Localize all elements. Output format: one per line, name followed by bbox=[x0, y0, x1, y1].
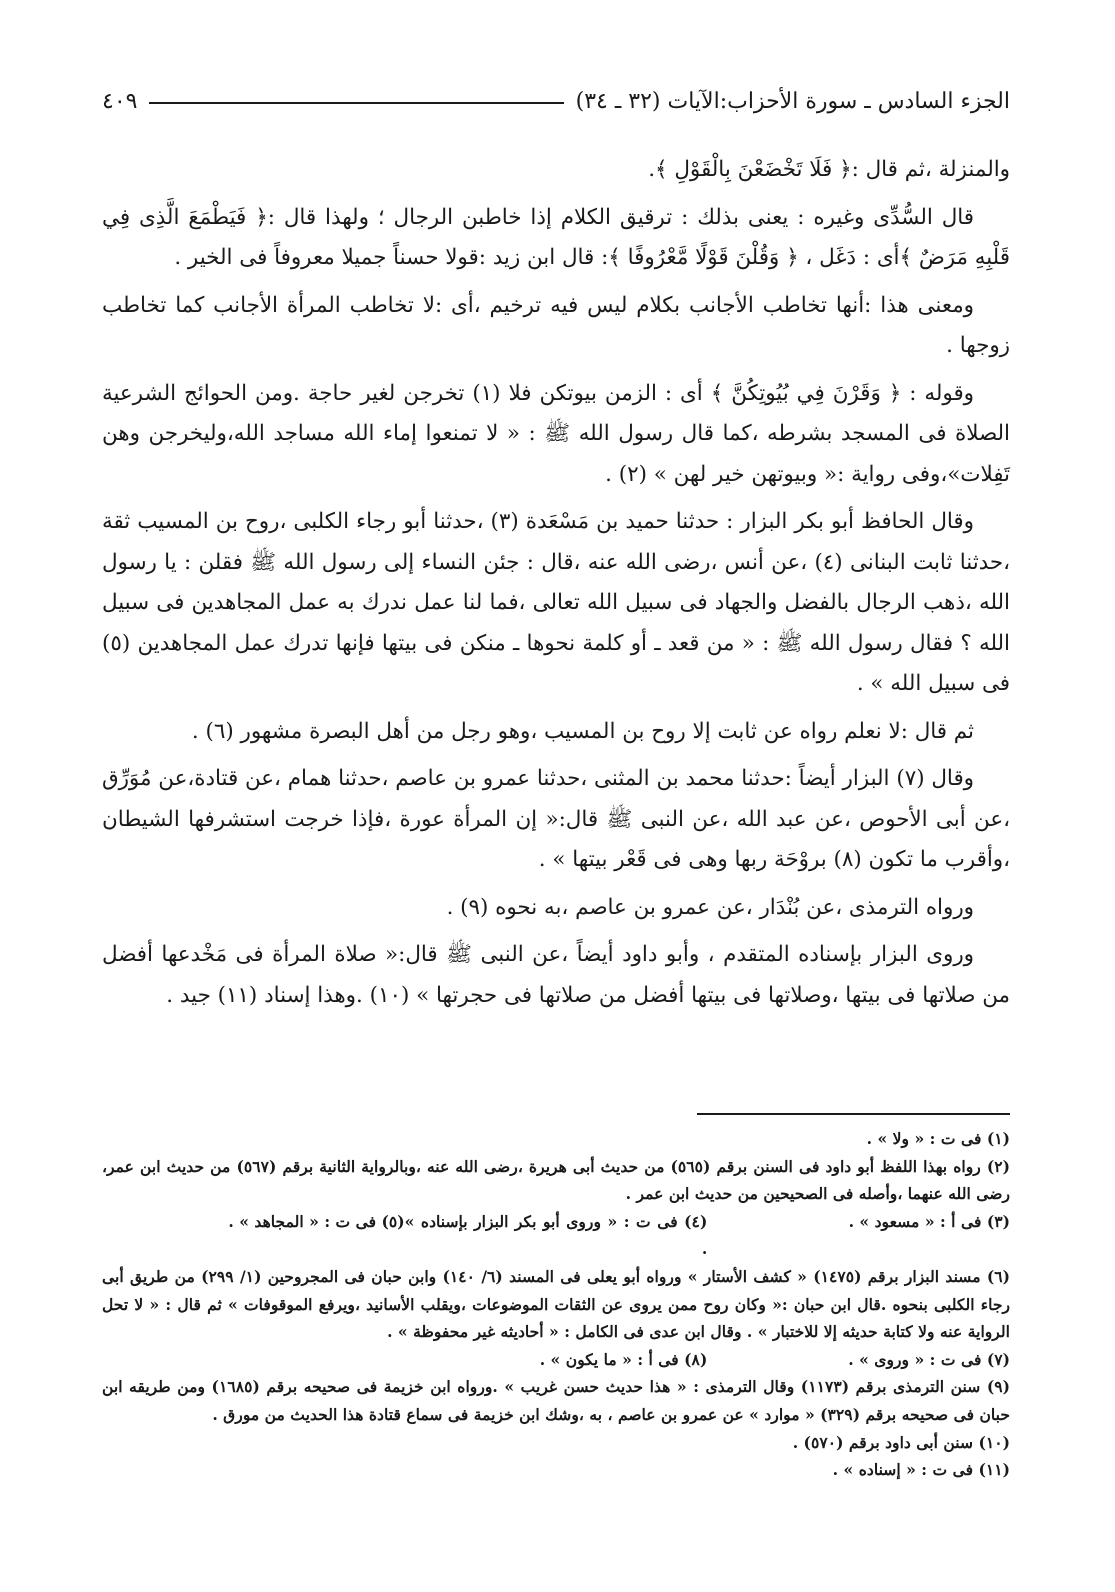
paragraph: وقال (٧) البزار أيضاً :حدثنا محمد بن المثنى ،حدثنا عمرو بن عاصم ،حدثنا همام ،عن قتادة،عن مُوَرِّق ،عن أبى الأحوص ،عن عبد الله ،عن النبى ﷺ قال:« إن المرأة عورة ،فإذا خرجت استشرفها الشيطان ،وأقرب ما تكون (٨) بروْحَة ربها وهى فى قَعْر بيتها » . bbox=[102, 766, 1010, 872]
paragraph: والمنزلة ،ثم قال :﴿ فَلَا تَخْضَعْنَ بِالْقَوْلِ ﴾. bbox=[648, 157, 1010, 182]
footnote: (١٠) سنن أبى داود برقم (٥٧٠) . bbox=[792, 1432, 1010, 1452]
running-title: الجزء السادس ـ سورة الأحزاب:الآيات (٣٢ ـ ٣٤) bbox=[575, 88, 1010, 114]
footnotes bbox=[102, 1125, 1010, 1484]
page-number: ٤٠٩ bbox=[102, 88, 138, 114]
header-rule bbox=[149, 102, 563, 104]
paragraph: ومعنى هذا :أنها تخاطب الأجانب بكلام ليس فيه ترخيم ،أى :لا تخاطب المرأة الأجانب كما تخاطب زوجها . bbox=[102, 292, 1010, 358]
footnote: (٥) فى ت : « المجاهد » . bbox=[228, 1211, 405, 1231]
footnote: (٨) فى أ : « ما يكون » . bbox=[539, 1349, 708, 1369]
footnote: (٣) فى أ : « مسعود » . bbox=[848, 1211, 1010, 1231]
paragraph: ورواه الترمذى ،عن بُنْدَار ،عن عمرو بن عاصم ،به نحوه (٩) . bbox=[446, 894, 974, 920]
footnote-row bbox=[102, 1208, 1010, 1263]
footnote: (١) فى ت : « ولا » . bbox=[866, 1129, 1010, 1148]
paragraph: وقال الحافظ أبو بكر البزار : حدثنا حميد بن مَسْعَدة (٣) ،حدثنا أبو رجاء الكلبى ،روح بن المسيب ثقة ،حدثنا ثابت البنانى (٤) ،عن أنس ،رضى الله عنه ،قال : جئن النساء إلى رسول الله ﷺ فقلن : يا رسول الله ،ذهب الرجال بالفضل والجهاد فى سبيل الله تعالى ،فما لنا عمل ندرك به عمل المجاهدين فى سبيل الله ؟ فقال رسول الله ﷺ : « من قعد ـ أو كلمة نحوها ـ منكن فى بيتها فإنها تدرك عمل المجاهدين (٥) فى سبيل الله » . bbox=[102, 509, 1011, 696]
paragraph: وروى البزار بإسناده المتقدم ، وأبو داود أيضاً ،عن النبى ﷺ قال:« صلاة المرأة فى مَخْدعها أفضل من صلاتها فى بيتها ،وصلاتها فى بيتها أفضل من صلاتها فى حجرتها » (١٠) .وهذا إسناد (١١) جيد . bbox=[102, 942, 1010, 1008]
main-text bbox=[102, 150, 1010, 1016]
footnote: (٢) رواه بهذا اللفظ أبو داود فى السنن برقم (٥٦٥) من حديث أبى هريرة ،رضى الله عنه ،وبالرواية الثانية برقم (٥٦٧) من حديث ابن عمر، رضى الله عنهما ،وأصله فى الصحيحين من حديث ابن عمر . bbox=[102, 1156, 1010, 1204]
footnote: (٦) مسند البزار برقم (١٤٧٥) « كشف الأستار » ورواه أبو يعلى فى المسند (٦/ ١٤٠) وابن حبان فى المجروحين (١/ ٢٩٩) من طريق أبى رجاء الكلبى بنحوه .قال ابن حبان :« وكان روح ممن يروى عن الثقات الموضوعات ،ويقلب الأسانيد ،ويرفع الموقوفات » ثم قال : « لا تحل الرواية عنه ولا كتابة حديثه إلا للاختبار » . وقال ابن عدى فى الكامل : « أحاديثه غير محفوظة » . bbox=[102, 1266, 1010, 1342]
paragraph: ثم قال :لا نعلم رواه عن ثابت إلا روح بن المسيب ،وهو رجل من أهل البصرة مشهور (٦) . bbox=[191, 718, 974, 744]
footnote-separator bbox=[697, 1113, 1010, 1115]
page-header bbox=[102, 82, 1010, 120]
footnote: (١١) فى ت : « إسناده » . bbox=[832, 1460, 1010, 1480]
footnote: (٩) سنن الترمذى برقم (١١٧٣) وقال الترمذى : « هذا حديث حسن غريب » .ورواه ابن خزيمة فى صحيحه برقم (١٦٨٥) ومن طريقه ابن حبان فى صحيحه برقم (٣٢٩) « موارد » عن عمرو بن عاصم ، به ،وشك ابن خزيمة فى سماع قتادة هذا الحديث من مورق . bbox=[102, 1377, 1010, 1424]
paragraph: قال السُّدِّى وغيره : يعنى بذلك : ترقيق الكلام إذا خاطبن الرجال ؛ ولهذا قال :﴿ فَيَطْمَعَ الَّذِى فِي قَلْبِهِ مَرَضٌ ﴾أى : دَغَل ، ﴿ وَقُلْنَ قَوْلًا مَّعْرُوفًا ﴾: قال ابن زيد :قولا حسناً جميلا معروفاً فى الخير . bbox=[102, 204, 1010, 270]
footnote: (٤) فى ت : « وروى أبو بكر البزار بإسناده » . bbox=[404, 1211, 708, 1259]
footnote-row bbox=[102, 1346, 1010, 1374]
paragraph: وقوله : ﴿ وَقَرْنَ فِي بُيُوتِكُنَّ ﴾ أى : الزمن بيوتكن فلا (١) تخرجن لغير حاجة .ومن الحوائج الشرعية الصلاة فى المسجد بشرطه ،كما قال رسول الله ﷺ : « لا تمنعوا إماء الله مساجد الله،وليخرجن وهن تَفِلات»،وفى رواية :« وبيوتهن خير لهن » (٢) . bbox=[102, 380, 1010, 487]
footnote: (٧) فى ت : « وروى » . bbox=[848, 1349, 1010, 1369]
